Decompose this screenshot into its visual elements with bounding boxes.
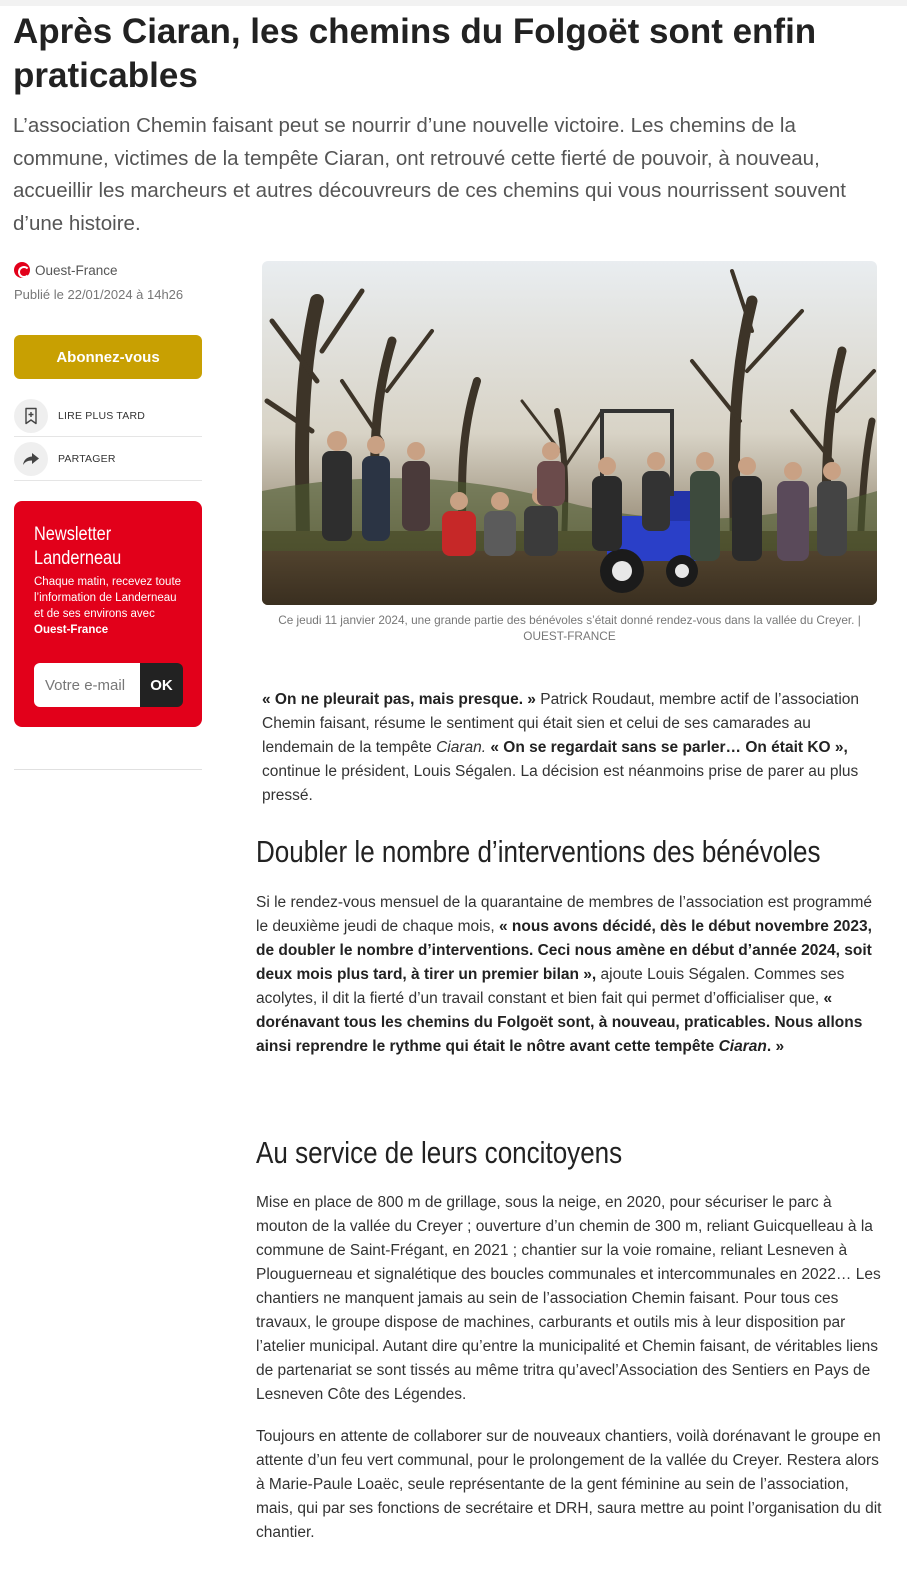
read-later-button[interactable] <box>14 394 202 438</box>
top-bar <box>0 0 907 6</box>
paragraph-4: Toujours en attente de collaborer sur de nouveaux chantiers, voilà dorénavant le groupe en attente d’un feu vert communal, pour le prolongement de la vallée du Creyer. Restera alors à Marie-Paule Loaëc, seule représentante de la gent féminine au sein de l’association, mais, qui par ses fonctions de secrétaire et DRH, saura mettre au point l’organisation du dit chantier. <box>256 1428 882 1541</box>
section-heading-1: Doubler le nombre d’interventions des bénévoles <box>256 834 821 869</box>
newsletter-title: Newsletter Landerneau <box>34 524 122 569</box>
bookmark-icon <box>14 399 48 433</box>
share-arrow-icon <box>14 442 48 476</box>
source[interactable] <box>14 262 118 278</box>
email-input[interactable]: Votre e-mail <box>34 663 140 707</box>
article-photo <box>262 261 877 605</box>
section-heading-2: Au service de leurs concitoyens <box>256 1135 623 1170</box>
share-button[interactable] <box>14 437 202 481</box>
photo-caption: Ce jeudi 11 janvier 2024, une grande partie des bénévoles s’était donné rendez-vous dans la vallée du Creyer. | OUEST-FRANCE <box>278 613 861 643</box>
paragraph-1: « On ne pleurait pas, mais presque. » Patrick Roudaut, membre actif de l’association Chemin faisant, résume le sentiment qui était sien et celui de ses camarades au lendemain de la tempête Ciaran. « On se regardait sans se parler… On était KO », continue le président, Louis Ségalen. La décision est néanmoins prise de parer au plus pressé. <box>262 691 860 804</box>
article-lede: L’association Chemin faisant peut se nourrir d’une nouvelle victoire. Les chemins de la commune, victimes de la tempête Ciaran, ont retrouvé cette fierté de pouvoir, à nouveau, accueillir les marcheurs et autres découvreurs de ces chemins qui vous nourrissent souvent d’une histoire. <box>13 114 846 235</box>
divider <box>14 769 202 770</box>
subscribe-button[interactable]: Abonnez-vous <box>14 335 202 379</box>
source-name: Ouest-France <box>35 262 118 278</box>
newsletter-submit-button[interactable]: OK <box>140 663 183 707</box>
paragraph-3: Mise en place de 800 m de grillage, sous la neige, en 2020, pour sécuriser le parc à mouton de la vallée du Creyer ; ouverture d’un chemin de 300 m, reliant Guicquelleau à la commune de Saint-Frégant, en 2021 ; chantier sur la voie romaine, reliant Lesneven à Plouguerneau et signalétique des boucles communales et intercommunales en 2022… Les chantiers ne manquent jamais au sein de l’association Chemin faisant. Pour tous ces travaux, le groupe dispose de machines, carburants et outils mis à leur disposition par l’atelier municipal. Autant dire qu’entre la municipalité et Chemin faisant, de véritables liens de partenariat se sont tissés au même tritra qu’avecl’Association des Sentiers en Pays de Lesneven Côte des Légendes. <box>256 1194 881 1403</box>
article-title: Après Ciaran, les chemins du Folgoët sont enfin praticables <box>13 12 817 95</box>
read-later-label: LIRE PLUS TARD <box>58 410 146 422</box>
share-label: PARTAGER <box>58 453 116 465</box>
ouest-france-logo-icon <box>14 262 30 278</box>
paragraph-2: Si le rendez-vous mensuel de la quarantaine de membres de l’association est programmé le deuxième jeudi de chaque mois, « nous avons décidé, dès le début novembre 2023, de doubler le nombre d’interventions. Ceci nous amène en début d’année 2024, soit deux mois plus tard, à tirer un premier bilan », ajoute Louis Ségalen. Commes ses acolytes, il dit la fierté d’un travail constant et bien fait qui permet d’officialiser que, « dorénavant tous les chemins du Folgoët sont, à nouveau, praticables. Nous allons ainsi reprendre le rythme qui était le nôtre avant cette tempête Ciaran. » <box>256 894 873 1055</box>
divider <box>14 480 202 481</box>
publication-date: Publié le 22/01/2024 à 14h26 <box>14 287 184 302</box>
newsletter-description: Chaque matin, recevez toute l’information de Landerneau et de ses environs avec Ouest-France <box>34 576 182 636</box>
newsletter-box <box>14 501 202 727</box>
